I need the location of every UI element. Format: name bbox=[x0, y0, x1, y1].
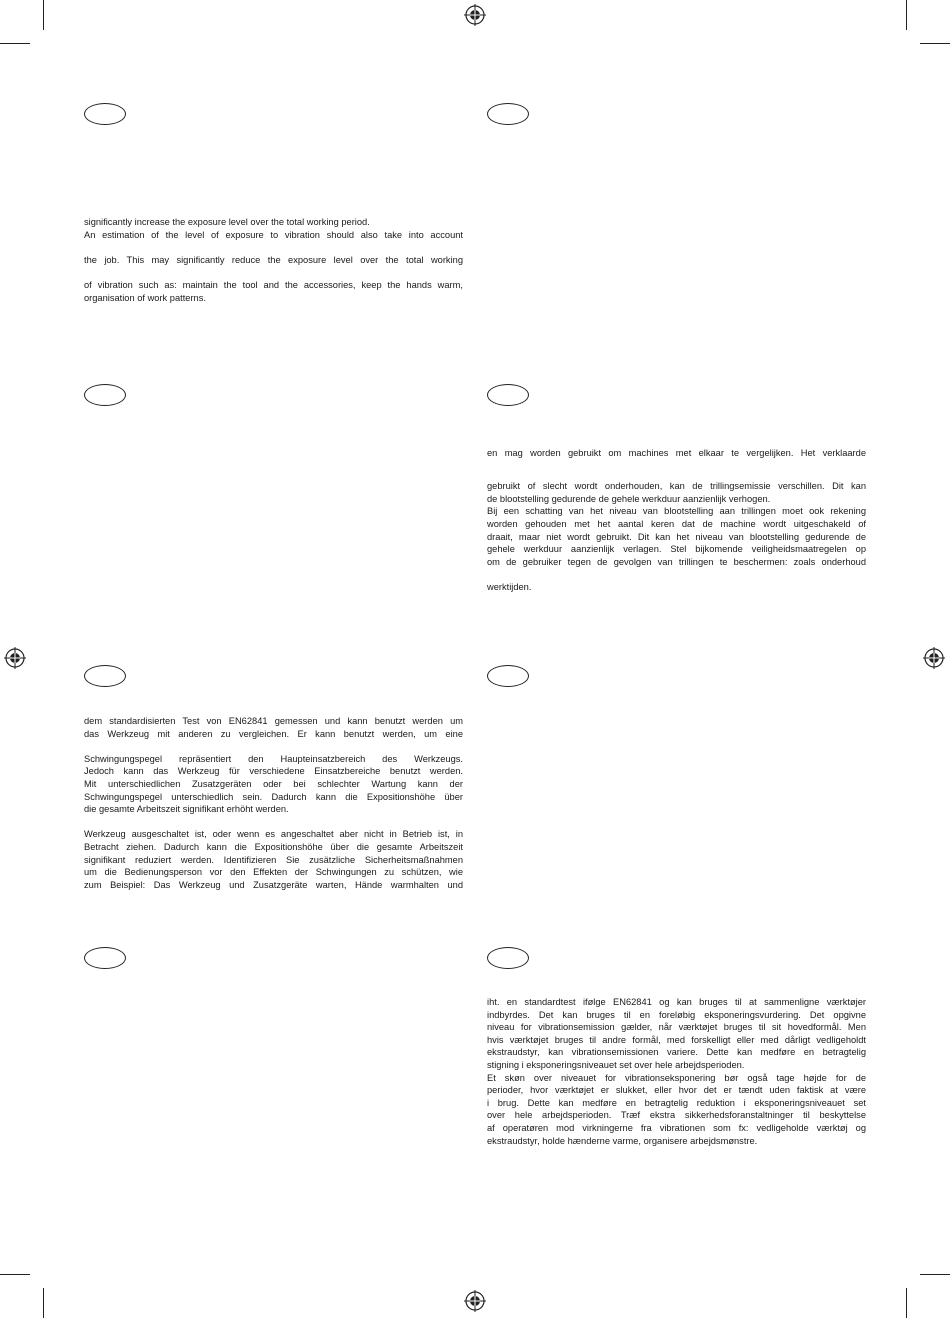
text-line: de blootstelling gedurende de gehele werkduur aanzienlijk verhogen. bbox=[487, 493, 771, 504]
crop-mark bbox=[43, 0, 44, 30]
text-line: werktijden. bbox=[487, 581, 532, 592]
registration-mark-icon bbox=[4, 647, 26, 669]
registration-mark-icon bbox=[923, 647, 945, 669]
text-line: Jedoch kann das Werkzeug für verschiedene Einsatzbereiche benutzt werden. bbox=[84, 766, 463, 777]
section-nl-text bbox=[487, 447, 866, 594]
text-line: of vibration such as: maintain the tool and the accessories, keep the hands warm, bbox=[84, 279, 463, 290]
text-line: Betracht ziehen. Dadurch kann die Expositionshöhe über die gesamte Arbeitszeit bbox=[84, 841, 463, 852]
crop-mark bbox=[920, 43, 950, 44]
text-line: af operatøren mod virkningerne fra vibrationen som fx: vedligeholde værktøj og bbox=[487, 1122, 866, 1133]
language-badge-it bbox=[487, 665, 529, 687]
blank-line bbox=[84, 740, 463, 753]
text-line: Werkzeug ausgeschaltet ist, oder wenn es angeschaltet aber nicht in Betrieb ist, in bbox=[84, 829, 463, 840]
language-badge-pt bbox=[84, 947, 126, 969]
text-line: ekstraudstyr, kan vibrationsemissionen variere. Dette kan medføre en betragtelig bbox=[487, 1047, 866, 1058]
crop-mark bbox=[0, 1274, 30, 1275]
text-line: significantly increase the exposure level over the total working period. bbox=[84, 217, 370, 227]
text-line: om de gebruiker tegen de gevolgen van trillingen te beschermen: zoals onderhoud bbox=[487, 556, 866, 567]
text-line: i brug. Dette kan medføre en betragtelig reduktion i eksponeringsniveauet set bbox=[487, 1097, 866, 1108]
text-line: das Werkzeug mit anderen zu vergleichen. Er kann benutzt werden, um eine bbox=[84, 728, 463, 739]
text-line: en mag worden gebruikt om machines met elkaar te vergelijken. Het verklaarde bbox=[487, 448, 866, 458]
text-line: ekstraudstyr, holde hænderne varme, organisere arbejdsmønstre. bbox=[487, 1135, 758, 1146]
blank-line bbox=[84, 266, 463, 279]
language-badge-es bbox=[84, 384, 126, 406]
text-line: An estimation of the level of exposure to vibration should also take into account bbox=[84, 229, 463, 240]
language-badge-en bbox=[84, 103, 126, 125]
blank-line bbox=[84, 816, 463, 829]
text-line: draait, maar niet wordt gebruikt. Dit kan het niveau van blootstelling gedurende de bbox=[487, 531, 866, 542]
text-line: um die Bedienungsperson vor den Effekten der Schwingungen zu schützen, wie bbox=[84, 867, 463, 878]
blank-line bbox=[487, 472, 866, 480]
blank-line bbox=[84, 241, 463, 254]
text-line: stigning i eksponeringsniveauet set over hele arbejdsperioden. bbox=[487, 1059, 745, 1070]
crop-mark bbox=[920, 1274, 950, 1275]
blank-line bbox=[487, 568, 866, 581]
text-line: gebruikt of slecht wordt onderhouden, kan de trillingsemissie verschillen. Dit kan bbox=[487, 481, 866, 492]
text-line: over hele arbejdsperioden. Træf ekstra sikkerhedsforanstaltninger til beskyttelse bbox=[487, 1110, 866, 1121]
registration-mark-icon bbox=[464, 4, 486, 26]
section-de-text bbox=[84, 715, 463, 891]
section-da-text bbox=[487, 996, 866, 1147]
text-line: iht. en standardtest ifølge EN62841 og kan bruges til at sammenligne værktøjer bbox=[487, 997, 866, 1007]
text-line: Schwingungspegel unterschiedlich sein. Dadurch kann die Expositionshöhe über bbox=[84, 791, 463, 802]
text-line: gehele werkduur aanzienlijk verlagen. Stel bijkomende veiligheidsmaatregelen op bbox=[487, 544, 866, 555]
text-line: dem standardisierten Test von EN62841 gemessen und kann benutzt werden um bbox=[84, 716, 463, 726]
section-en-text bbox=[84, 216, 463, 304]
language-badge-de bbox=[84, 665, 126, 687]
text-line: perioder, hvor værktøjet er slukket, eller hvor det er tændt uden faktisk at være bbox=[487, 1085, 866, 1096]
language-badge-nl bbox=[487, 384, 529, 406]
language-badge-fr bbox=[487, 103, 529, 125]
text-line: signifikant reduziert werden. Identifizieren Sie zusätzliche Sicherheitsmaßnahmen bbox=[84, 854, 463, 865]
blank-line bbox=[487, 460, 866, 473]
text-line: worden gehouden met het aantal keren dat de machine wordt uitgeschakeld of bbox=[487, 518, 866, 529]
text-line: hvis værktøjet bruges til andre formål, med forskelligt eller med dårligt vedligeholdt bbox=[487, 1034, 866, 1045]
crop-mark bbox=[43, 1288, 44, 1318]
text-line: the job. This may significantly reduce the exposure level over the total working bbox=[84, 254, 463, 265]
crop-mark bbox=[0, 43, 30, 44]
text-line: die gesamte Arbeitszeit signifikant erhöht werden. bbox=[84, 804, 289, 815]
text-line: organisation of work patterns. bbox=[84, 292, 206, 303]
text-line: indbyrdes. Det kan bruges til en foreløbig eksponeringsvurdering. Det opgivne bbox=[487, 1009, 866, 1020]
crop-mark bbox=[906, 1288, 907, 1318]
text-line: Et skøn over niveauet for vibrationseksponering bør også tage højde for de bbox=[487, 1072, 866, 1083]
text-line: zum Beispiel: Das Werkzeug und Zusatzgeräte warten, Hände warmhalten und bbox=[84, 879, 463, 890]
text-line: niveau for vibrationsemission gælder, når værktøjet bruges til sit hovedformål. Men bbox=[487, 1022, 866, 1033]
text-line: Mit unterschiedlichen Zusatzgeräten oder bei schlechter Wartung kann der bbox=[84, 778, 463, 789]
language-badge-da bbox=[487, 947, 529, 969]
registration-mark-icon bbox=[464, 1290, 486, 1312]
text-line: Schwingungspegel repräsentiert den Haupteinsatzbereich des Werkzeugs. bbox=[84, 753, 463, 764]
text-line: Bij een schatting van het niveau van blootstelling aan trillingen moet ook rekening bbox=[487, 506, 866, 517]
crop-mark bbox=[906, 0, 907, 30]
